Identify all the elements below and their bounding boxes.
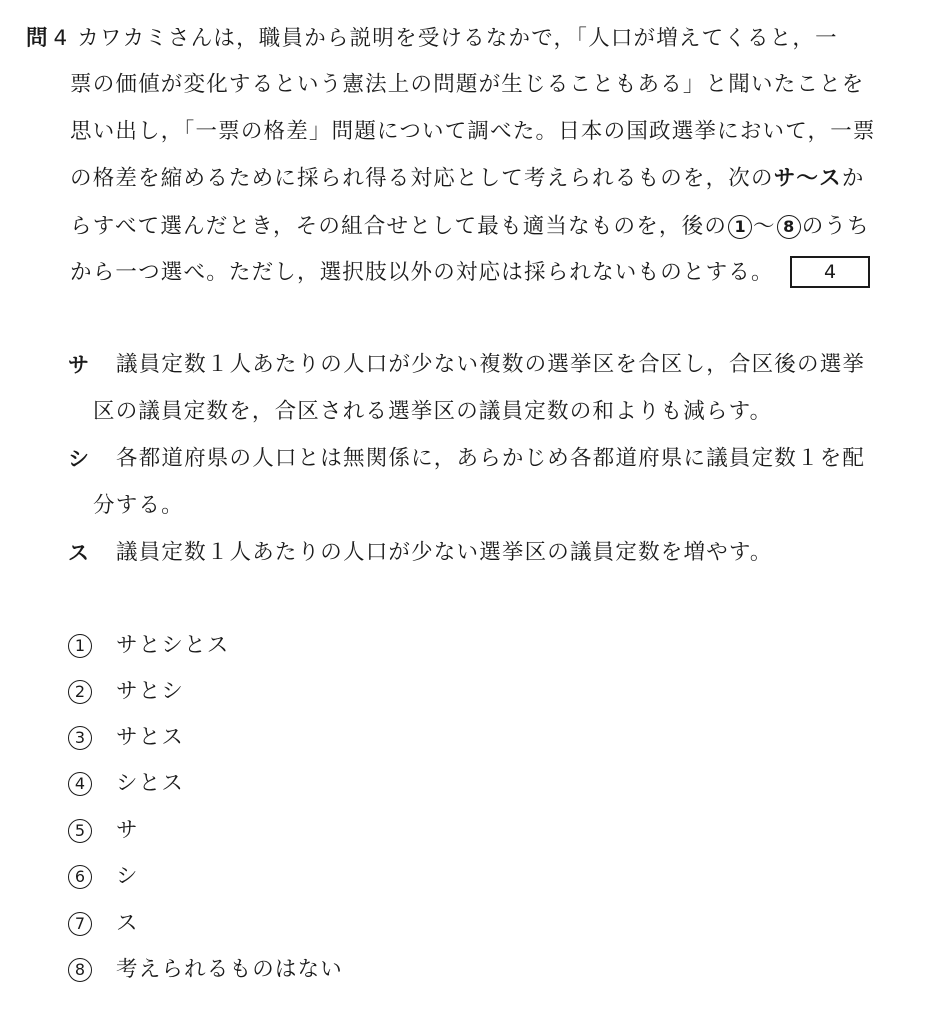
statement-sa-line-2: 区の議員定数を，合区される選挙区の議員定数の和よりも減らす。 [93, 399, 773, 424]
option-number: 4 [68, 772, 92, 796]
question-label: 問 [26, 26, 48, 51]
answer-option[interactable] [68, 909, 139, 939]
question-line-4 [70, 164, 865, 194]
answer-option[interactable] [68, 955, 343, 985]
option-text: シとス [116, 771, 185, 796]
question-line-3 [70, 117, 876, 147]
question-line-6 [70, 258, 774, 288]
statement-shi-line-2: 分する。 [93, 493, 184, 518]
question-line-5 [70, 212, 870, 242]
circled-number-last: 8 [777, 215, 801, 239]
answer-number-box: 4 [790, 256, 870, 288]
option-number: 2 [68, 680, 92, 704]
question-text-5: らすべて選んだとき，その組合せとして最も適当なものを，後の [70, 214, 728, 239]
option-text: ス [116, 911, 139, 936]
option-text: 考えられるものはない [116, 957, 344, 982]
option-number: 6 [68, 865, 92, 889]
answer-option[interactable] [68, 723, 184, 753]
option-number: 3 [68, 726, 92, 750]
option-number: 1 [68, 634, 92, 658]
range-tilde: ～ [753, 214, 776, 239]
option-number: 8 [68, 958, 92, 982]
statement-su-line-1: 議員定数１人あたりの人口が少ない選挙区の議員定数を増やす。 [116, 540, 773, 565]
statement-sa-line-1: 議員定数１人あたりの人口が少ない複数の選挙区を合区し，合区後の選挙 [116, 352, 866, 377]
question-line-2 [70, 70, 865, 100]
option-text: サとス [116, 725, 185, 750]
question-line-1 [26, 24, 838, 54]
circled-number-first: 1 [728, 215, 752, 239]
question-number: 4 [53, 26, 68, 51]
statement-shi-line-1: 各都道府県の人口とは無関係に，あらかじめ各都道府県に議員定数１を配 [116, 446, 866, 471]
option-number: 7 [68, 912, 92, 936]
option-number: 5 [68, 819, 92, 843]
answer-option[interactable] [68, 816, 139, 846]
statement-label-su: ス [68, 541, 89, 565]
question-text-2: 票の価値が変化するという憲法上の問題が生じることもある」と聞いたことを [70, 72, 865, 97]
question-text-6: から一つ選べ。ただし，選択肢以外の対応は採られないものとする。 [70, 260, 774, 285]
option-text: サとシ [116, 679, 185, 704]
question-text-3: 思い出し，「一票の格差」問題について調べた。日本の国政選挙において，一票 [70, 119, 876, 144]
statement-range-label: サ～ス [773, 166, 842, 191]
statement-label-shi: シ [68, 447, 89, 471]
answer-option[interactable] [68, 862, 139, 892]
answer-option[interactable] [68, 769, 184, 799]
option-text: サ [116, 818, 139, 843]
question-text-4-suffix: か [841, 166, 865, 191]
option-text: シ [116, 864, 139, 889]
question-text-1: カワカミさんは，職員から説明を受けるなかで，「人口が増えてくると，一 [77, 26, 838, 51]
option-text: サとシとス [116, 633, 230, 658]
answer-option[interactable] [68, 631, 230, 661]
question-text-5-suffix: のうち [801, 214, 870, 239]
answer-option[interactable] [68, 677, 184, 707]
question-text-4: の格差を縮めるために採られ得る対応として考えられるものを，次の [70, 166, 774, 191]
statement-label-sa: サ [68, 353, 89, 377]
